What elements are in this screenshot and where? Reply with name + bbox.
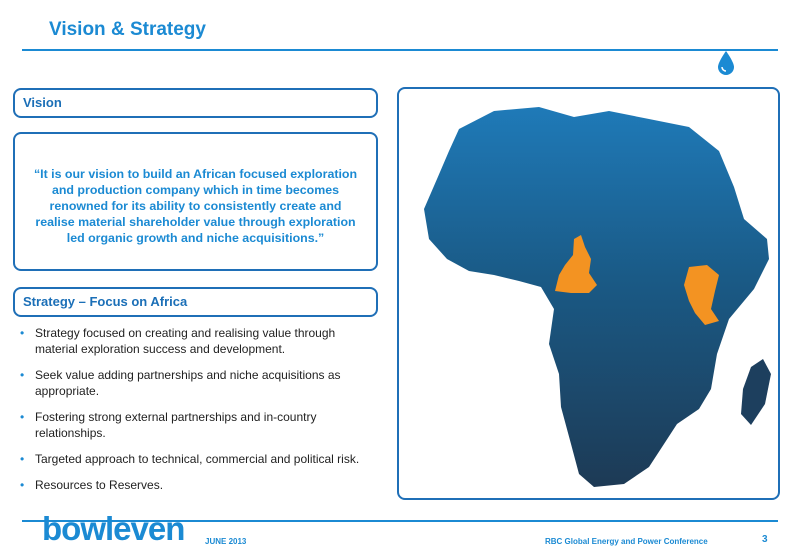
madagascar bbox=[741, 359, 771, 425]
footer-conference: RBC Global Energy and Power Conference bbox=[545, 537, 708, 546]
africa-continent bbox=[424, 107, 769, 487]
strategy-heading: Strategy – Focus on Africa bbox=[23, 294, 188, 309]
list-item: • Seek value adding partnerships and niche acquisitions as appropriate. bbox=[20, 368, 341, 398]
vision-heading-box bbox=[13, 88, 378, 118]
strategy-heading-box bbox=[13, 287, 378, 317]
footer-date: JUNE 2013 bbox=[205, 537, 247, 546]
bowleven-logo: bowleven bbox=[42, 510, 185, 547]
list-item: • Targeted approach to technical, commercial and political risk. bbox=[20, 452, 360, 466]
list-item: • Strategy focused on creating and realising value through material exploration success and development. bbox=[20, 326, 336, 356]
page-title: Vision & Strategy bbox=[49, 19, 206, 40]
list-item: • Fostering strong external partnerships and in-country relationships. bbox=[20, 410, 317, 440]
header-divider bbox=[22, 49, 778, 51]
vision-quote: “It is our vision to build an African focused exploration and production company which in time becomes renowned for its ability to consistently create and realise material shareholder value through exploration led organic growth and niche acquisitions.” bbox=[33, 167, 358, 245]
africa-map bbox=[399, 89, 780, 500]
water-drop-icon bbox=[716, 50, 736, 76]
vision-quote-box bbox=[13, 132, 378, 271]
vision-heading: Vision bbox=[23, 95, 62, 110]
strategy-bullet-list bbox=[18, 325, 378, 503]
africa-map-panel bbox=[397, 87, 780, 500]
page-number: 3 bbox=[762, 534, 768, 545]
list-item: • Resources to Reserves. bbox=[20, 478, 164, 492]
